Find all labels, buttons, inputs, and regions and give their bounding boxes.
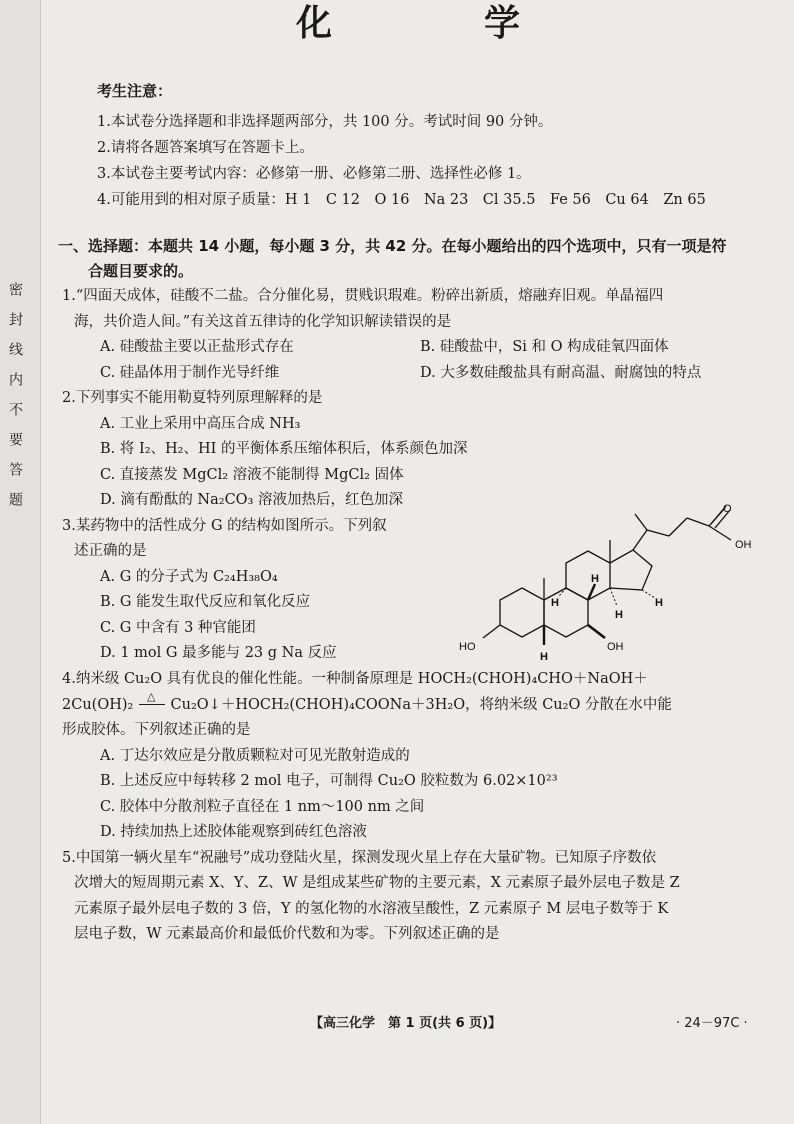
option-b: B. 上述反应中每转移 2 mol 电子，可制得 Cu₂O 胶粒数为 6.02×10²³ (100, 773, 558, 789)
option-a: A. 硅酸盐主要以正盐形式存在 (100, 339, 294, 355)
equation-right: Cu₂O↓＋HOCH₂(CHOH)₄COONa＋3H₂O，将纳米级 Cu₂O 分散在水中能 (170, 697, 672, 713)
question-5-line3: 元素原子最外层电子数的 3 倍，Y 的氢化物的水溶液呈酸性，Z 元素原子 M 层电子数等于 K (74, 900, 669, 917)
hydrogen-label: H (655, 597, 663, 609)
hydroxyl-label-bottom: OH (607, 641, 624, 653)
question-5-line2: 次增大的短周期元素 X、Y、Z、W 是组成某些矿物的主要元素，X 元素原子最外层电子数是 Z (74, 875, 680, 891)
equation-left: 2Cu(OH)₂ (62, 697, 134, 713)
notice-item: 1.本试卷分选择题和非选择题两部分，共 100 分。考试时间 90 分钟。 (97, 114, 553, 130)
section-heading (58, 234, 778, 284)
option-b: B. 将 I₂、H₂、HI 的平衡体系压缩体积后，体系颜色加深 (100, 441, 468, 457)
section-heading-line2: 合题目要求的。 (88, 262, 194, 280)
option-a: A. 丁达尔效应是分散质颗粒对可见光散射造成的 (100, 747, 410, 764)
question-2-line1: 2.下列事实不能用勒夏特列原理解释的是 (62, 390, 323, 406)
question-4 (58, 667, 778, 846)
structure-diagram (455, 500, 775, 675)
question-4-line1: 4.纳米级 Cu₂O 具有优良的催化性能。一种制备原理是 HOCH₂(CHOH)₄CHO＋NaOH＋ (62, 670, 648, 687)
carboxyl-oh-label: OH (735, 539, 752, 551)
seal-line-notice: 密封线内不要答题 (7, 282, 23, 522)
option-d: D. 持续加热上述胶体能观察到砖红色溶液 (100, 824, 367, 840)
heat-condition: △ (146, 690, 156, 703)
option-c: C. 胶体中分散剂粒子直径在 1 nm～100 nm 之间 (100, 798, 425, 815)
hydrogen-label: H (591, 573, 599, 585)
question-5-line4: 层电子数，W 元素最高价和最低价代数和为零。下列叙述正确的是 (74, 926, 500, 942)
candidate-notice (97, 80, 706, 213)
hydrogen-label: H (615, 609, 623, 621)
carbonyl-oxygen-label: O (723, 503, 732, 515)
notice-item: 4.可能用到的相对原子质量：H 1 C 12 O 16 Na 23 Cl 35.5 Fe 56 Cu 64 Zn 65 (97, 192, 706, 208)
notice-heading: 考生注意： (97, 82, 173, 100)
question-5-line1: 5.中国第一辆火星车“祝融号”成功登陆火星，探测发现火星上存在大量矿物。已知原子序数依 (62, 849, 657, 866)
question-2 (58, 386, 778, 514)
question-1-line2: 海，共价造人间。”有关这首五律诗的化学知识解读错误的是 (74, 313, 452, 330)
hydrogen-label: H (551, 597, 559, 609)
option-d: D. 1 mol G 最多能与 23 g Na 反应 (100, 645, 337, 661)
binding-margin (0, 0, 41, 1124)
notice-item: 2.请将各题答案填写在答题卡上。 (97, 140, 314, 156)
option-c: C. 直接蒸发 MgCl₂ 溶液不能制得 MgCl₂ 固体 (100, 466, 404, 483)
page-title: 化 学 (295, 3, 578, 44)
question-1 (58, 284, 778, 386)
option-d: D. 滴有酚酞的 Na₂CO₃ 溶液加热后，红色加深 (100, 492, 403, 508)
notice-item: 3.本试卷主要考试内容：必修第一册、必修第二册、选择性必修 1。 (97, 166, 531, 182)
question-3-line1: 3.某药物中的活性成分 G 的结构如图所示。下列叙 (62, 517, 387, 534)
section-heading-line1: 一、选择题：本题共 14 小题，每小题 3 分，共 42 分。在每小题给出的四个选项中，只有一项是符 (58, 237, 727, 255)
option-c: C. 硅晶体用于制作光导纤维 (100, 364, 280, 381)
question-4-equation (62, 692, 778, 718)
option-a: A. 工业上采用中高压合成 NH₃ (100, 415, 301, 432)
hydrogen-label: H (540, 651, 548, 663)
option-b: B. G 能发生取代反应和氧化反应 (100, 594, 311, 610)
question-5 (58, 846, 778, 948)
footer-page-info: 【高三化学 第 1 页(共 6 页)】 (310, 1016, 502, 1031)
option-c: C. G 中含有 3 种官能团 (100, 619, 256, 636)
option-a: A. G 的分子式为 C₂₄H₃₈O₄ (100, 568, 278, 585)
hydroxyl-label-left: HO (459, 641, 476, 653)
question-3-line2: 述正确的是 (74, 543, 147, 559)
option-d: D. 大多数硅酸盐具有耐高温、耐腐蚀的特点 (420, 364, 702, 381)
question-1-line1: 1.“四面天成体，硅酸不二盐。合分催化易，贯贱识瑕难。粉碎出新质，熔融弃旧观。单晶福四 (62, 288, 664, 304)
footer-code: · 24－97C · (676, 1016, 748, 1031)
option-b: B. 硅酸盐中，Si 和 O 构成硅氧四面体 (420, 339, 669, 355)
reaction-arrow (138, 692, 166, 718)
question-4-line3: 形成胶体。下列叙述正确的是 (62, 722, 251, 738)
